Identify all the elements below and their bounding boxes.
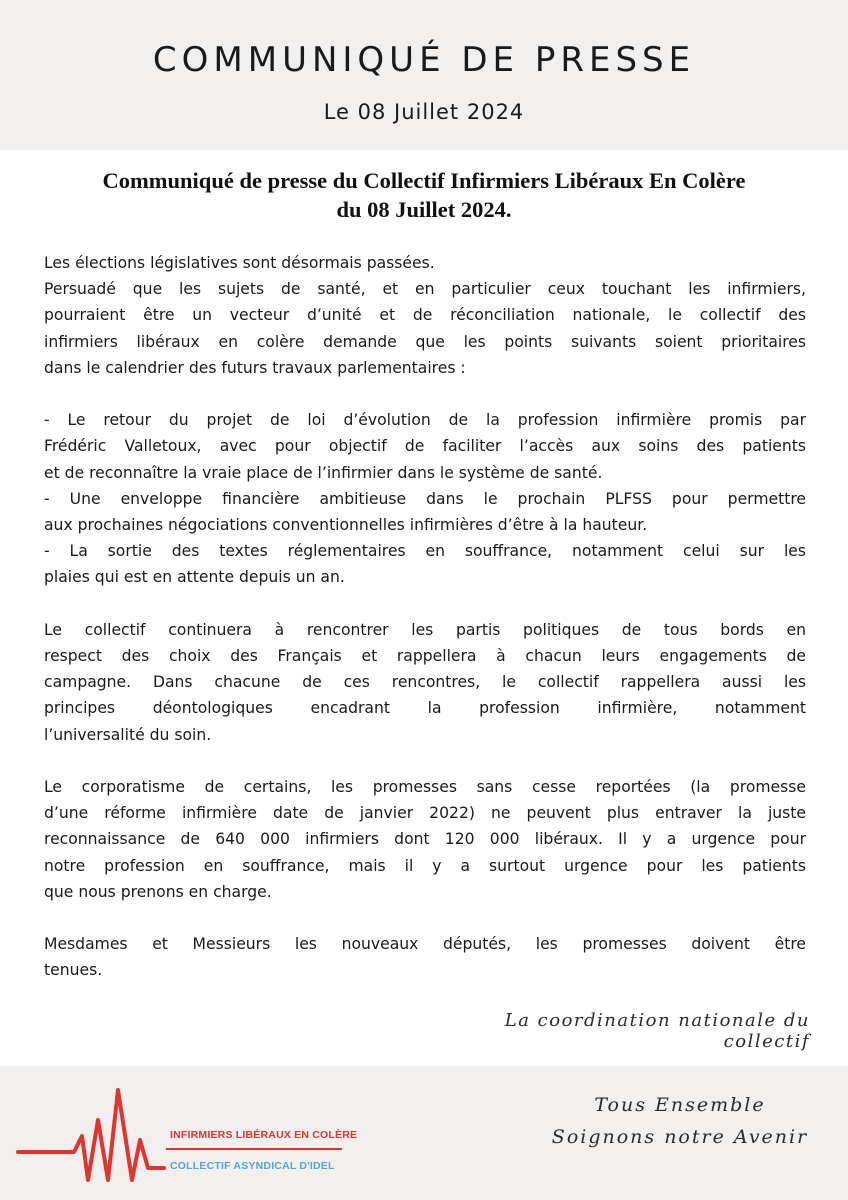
text-line: Les élections législatives sont désormais passées. <box>44 254 435 272</box>
slogan-line-2: Soignons notre Avenir <box>551 1126 809 1148</box>
text-line: - Le retour du projet de loi d’évolution de la profession infirmière promis par <box>44 411 806 430</box>
text-line: Mesdames et Messieurs les nouveaux députés, les promesses doivent être <box>44 935 806 954</box>
document-title <box>30 166 818 224</box>
text-line: principes déontologiques encadrant la profession infirmière, notamment <box>44 699 806 718</box>
logo-text-secondary: COLLECTIF ASYNDICAL D'IDEL <box>170 1160 335 1172</box>
logo-divider <box>166 1148 342 1150</box>
text-line: respect des choix des Français et rappellera à chacun leurs engagements de <box>44 647 806 666</box>
text-line: d’une réforme infirmière date de janvier 2022) ne peuvent plus entraver la juste <box>44 804 806 823</box>
document-title-line-2: du 08 Juillet 2024. <box>336 197 512 222</box>
logo-text-primary: INFIRMIERS LIBÉRAUX EN COLÈRE <box>170 1129 358 1141</box>
text-line: l’universalité du soin. <box>44 725 212 744</box>
text-line: aux prochaines négociations conventionnelles infirmières d’être à la hauteur. <box>44 516 648 535</box>
text-line: - La sortie des textes réglementaires en souffrance, notamment celui sur les <box>44 542 806 561</box>
page-title: COMMUNIQUÉ DE PRESSE <box>152 40 696 80</box>
paragraph-2 <box>44 407 806 590</box>
text-line: Persuadé que les sujets de santé, et en particulier ceux touchant les infirmiers, <box>44 280 806 299</box>
text-line: pourraient être un vecteur d’unité et de réconciliation nationale, le collectif des <box>44 306 806 325</box>
document-title-line-1: Communiqué de presse du Collectif Infirmiers Libéraux En Colère <box>102 168 746 193</box>
text-line: tenues. <box>44 961 103 980</box>
text-line: infirmiers libéraux en colère demande que les points suivants soient prioritaires <box>44 332 806 351</box>
text-line: reconnaissance de 640 000 infirmiers dont 120 000 libéraux. Il y a urgence pour <box>44 830 806 849</box>
slogan-line-1: Tous Ensemble <box>594 1094 766 1116</box>
text-line: et de reconnaître la vraie place de l’infirmier dans le système de santé. <box>44 463 603 482</box>
paragraph-1 <box>44 250 806 381</box>
text-line: plaies qui est en attente depuis un an. <box>44 568 345 587</box>
text-line: Le corporatisme de certains, les promesses sans cesse reportées (la promesse <box>44 778 806 797</box>
heartbeat-logo-icon <box>16 1080 166 1190</box>
signature: La coordination nationale du collectif <box>504 1010 810 1052</box>
text-line: dans le calendrier des futurs travaux parlementaires : <box>44 358 466 377</box>
text-line: - Une enveloppe financière ambitieuse dans le prochain PLFSS pour permettre <box>44 489 806 508</box>
paragraph-5 <box>44 931 806 983</box>
text-line: que nous prenons en charge. <box>44 882 272 901</box>
paragraph-4 <box>44 774 806 905</box>
document-body <box>44 250 806 984</box>
page-date: Le 08 Juillet 2024 <box>323 100 525 124</box>
text-line: Le collectif continuera à rencontrer les partis politiques de tous bords en <box>44 620 806 639</box>
text-line: notre profession en souffrance, mais il y a surtout urgence pour les patients <box>44 856 806 875</box>
text-line: Frédéric Valletoux, avec pour objectif de faciliter l’accès aux soins des patients <box>44 437 806 456</box>
paragraph-3 <box>44 617 806 748</box>
header-band <box>0 0 848 150</box>
text-line: campagne. Dans chacune de ces rencontres, le collectif rappellera aussi les <box>44 673 806 692</box>
